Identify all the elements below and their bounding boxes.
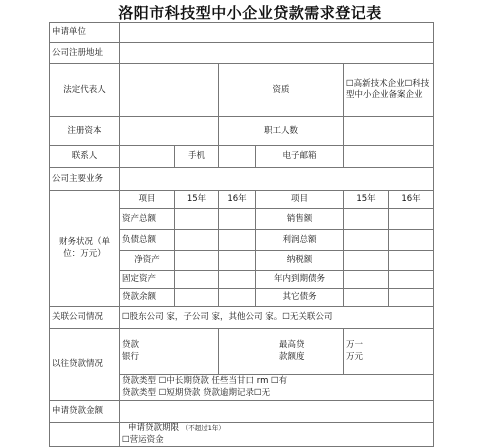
staff-count-field[interactable]: [344, 117, 434, 146]
reg-address-label: 公司注册地址: [50, 43, 120, 64]
term-label: 申请贷款期限: [128, 423, 180, 434]
finance-item-label: 纳税额: [256, 251, 344, 271]
row-main-business: [50, 168, 434, 191]
row-contact: [50, 146, 434, 168]
finance-value-cell[interactable]: [389, 251, 434, 271]
finance-item-label: 资产总额: [120, 209, 175, 230]
contact-label: 联系人: [50, 146, 120, 168]
row-reg-capital: [50, 117, 434, 146]
loans-amount-cell: [344, 329, 434, 375]
finance-item-label: 贷款余额: [120, 289, 175, 307]
loans-line1-right: 万一: [346, 340, 364, 351]
finance-item-label: 净资产: [120, 251, 175, 271]
loans-type-line[interactable]: 贷款类型 ☐中长期贷款 任些当甘口 rm ☐有: [122, 376, 288, 387]
loans-type-cell[interactable]: [120, 375, 434, 401]
qualification-label: 资质: [219, 64, 344, 117]
finance-value-cell[interactable]: [389, 209, 434, 230]
email-label: 电子邮箱: [256, 146, 344, 168]
applicant-label: 申请单位: [50, 23, 120, 43]
finance-value-cell[interactable]: [389, 271, 434, 289]
finance-header-cell: 项目: [256, 191, 344, 209]
finance-item-label: 年内到期债务: [256, 271, 344, 289]
finance-value-cell[interactable]: [344, 209, 389, 230]
finance-value-cell[interactable]: [344, 271, 389, 289]
finance-header-cell: 项目: [120, 191, 175, 209]
email-field[interactable]: [344, 146, 434, 168]
finance-value-cell[interactable]: [175, 209, 219, 230]
finance-value-cell[interactable]: [219, 209, 256, 230]
row-legal-rep: [50, 64, 434, 117]
finance-item-label: 利润总额: [256, 230, 344, 251]
finance-value-cell[interactable]: [219, 289, 256, 307]
purpose-option[interactable]: ☐营运资金: [122, 434, 164, 445]
loans-bank-cell: [120, 329, 219, 375]
finance-value-cell[interactable]: [175, 289, 219, 307]
row-reg-address: [50, 43, 434, 64]
finance-item-label: 其它债务: [256, 289, 344, 307]
row-loans-top: [50, 329, 434, 375]
term-line: [122, 423, 431, 434]
finance-header-cell: 15年: [175, 191, 219, 209]
loans-limit-cell: [219, 329, 344, 375]
term-cell[interactable]: [120, 423, 434, 447]
finance-value-cell[interactable]: [175, 230, 219, 251]
finance-item-label: 销售额: [256, 209, 344, 230]
finance-header-cell: 16年: [389, 191, 434, 209]
term-note: （不超过1年）: [181, 424, 225, 433]
finance-header-cell: 16年: [219, 191, 256, 209]
row-term: [50, 423, 434, 447]
finance-value-cell[interactable]: [344, 289, 389, 307]
related-options[interactable]: ☐股东公司 家，子公司 家，其他公司 家。☐无关联公司: [120, 307, 434, 329]
finance-value-cell[interactable]: [175, 251, 219, 271]
finance-value-cell[interactable]: [389, 289, 434, 307]
loans-line2-right: 万元: [346, 351, 364, 362]
loan-demand-form: [49, 22, 434, 447]
reg-capital-label: 注册资本: [50, 117, 120, 146]
loans-line1-left: 贷款: [122, 340, 140, 351]
phone-field[interactable]: [219, 146, 256, 168]
finance-value-cell[interactable]: [219, 251, 256, 271]
main-business-field[interactable]: [120, 168, 434, 191]
finance-value-cell[interactable]: [389, 230, 434, 251]
legal-rep-field[interactable]: [120, 64, 219, 117]
loans-line2-left: 银行: [122, 351, 140, 362]
finance-value-cell[interactable]: [344, 251, 389, 271]
loans-line2-mid: 款额度: [279, 351, 305, 362]
reg-capital-field[interactable]: [120, 117, 219, 146]
finance-value-cell[interactable]: [344, 230, 389, 251]
finance-label: 财务状况（单位：万元）: [50, 191, 120, 307]
finance-item-label: 固定资产: [120, 271, 175, 289]
finance-header-row: [50, 191, 434, 209]
loans-line1-mid: 最高贷: [279, 340, 305, 351]
row-applicant: [50, 23, 434, 43]
main-business-label: 公司主要业务: [50, 168, 120, 191]
legal-rep-label: 法定代表人: [50, 64, 120, 117]
loans-label: 以往贷款情况: [50, 329, 120, 401]
row-related: [50, 307, 434, 329]
applicant-field[interactable]: [120, 23, 434, 43]
form-title: 洛阳市科技型中小企业贷款需求登记表: [118, 4, 382, 22]
finance-item-label: 负债总额: [120, 230, 175, 251]
loans-type-line[interactable]: 贷款类型 ☐短期贷款 贷款逾期记录☐无: [122, 387, 271, 398]
contact-field[interactable]: [120, 146, 175, 168]
finance-value-cell[interactable]: [219, 271, 256, 289]
finance-value-cell[interactable]: [219, 230, 256, 251]
related-label: 关联公司情况: [50, 307, 120, 329]
finance-value-cell[interactable]: [175, 271, 219, 289]
qualification-options[interactable]: ☐高新技术企业☐科技型中小企业备案企业: [344, 64, 434, 117]
amount-label: 申请贷款金额: [50, 401, 120, 423]
reg-address-field[interactable]: [120, 43, 434, 64]
finance-header-cell: 15年: [344, 191, 389, 209]
staff-count-label: 职工人数: [219, 117, 344, 146]
phone-label: 手机: [175, 146, 219, 168]
term-left-cell: [50, 423, 120, 447]
